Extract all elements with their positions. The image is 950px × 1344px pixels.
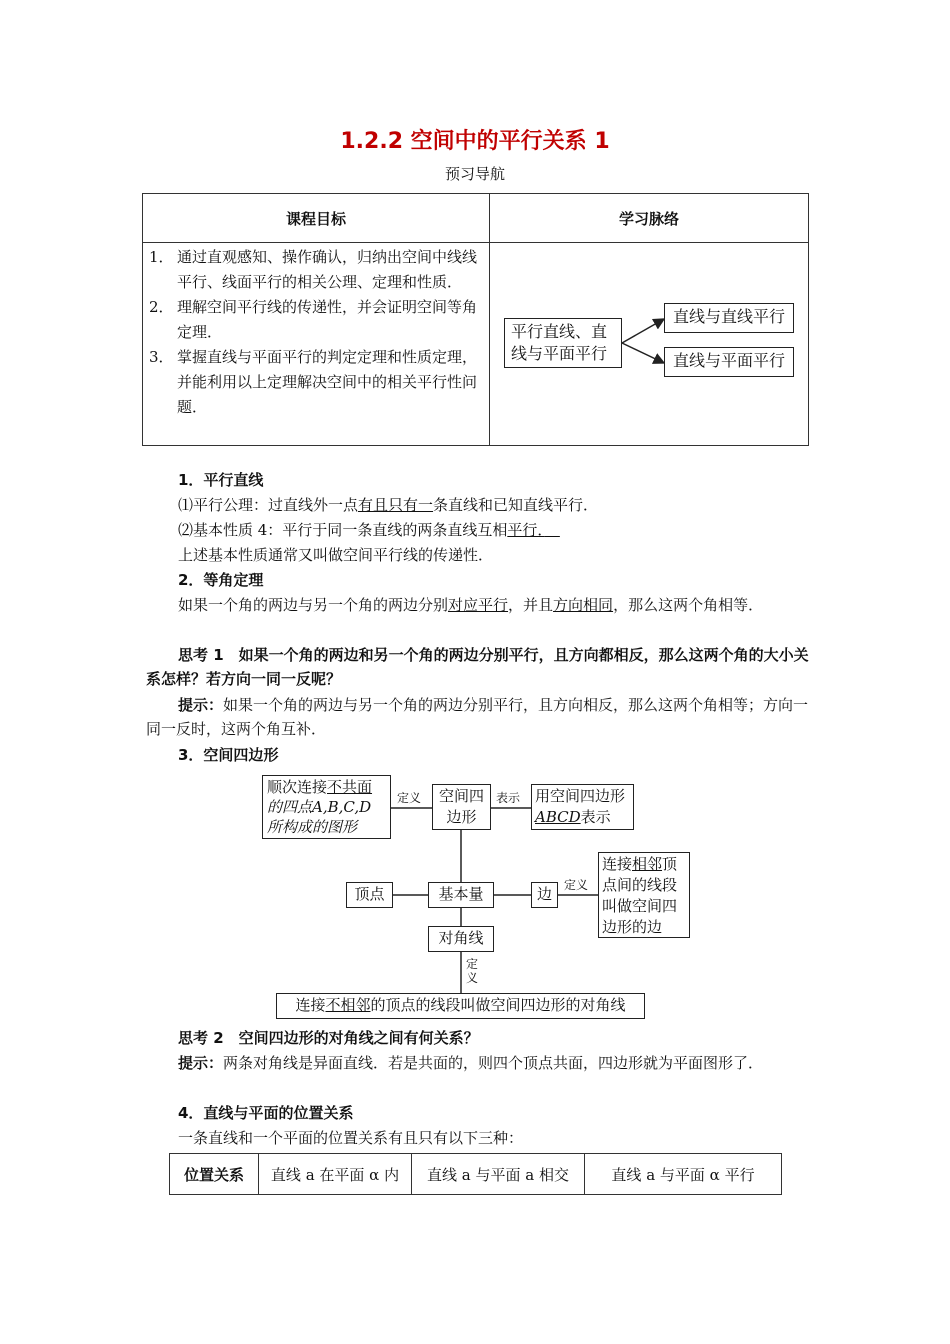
section-heading: 1．平行直线: [178, 471, 264, 489]
basic-property-4: ⑵基本性质 4：平行于同一条直线的两条直线互相平行．: [178, 521, 545, 539]
map-root-box: 平行直线、直线与平面平行: [504, 318, 622, 368]
positional-relation-header: 位置关系: [170, 1154, 259, 1195]
section-heading: 4．直线与平面的位置关系: [178, 1104, 354, 1122]
representation-box: 用空间四边形ABCD表示: [531, 784, 634, 830]
parallel-axiom: ⑴平行公理：过直线外一点有且只有一条直线和已知直线平行．: [178, 496, 599, 514]
edge-box: 边: [531, 882, 558, 908]
definition-box: 顺次连接不共面的四点A,B,C,D所构成的图形: [262, 775, 391, 839]
represent-label: 表示: [496, 791, 521, 805]
section-heading: 3．空间四边形: [178, 746, 279, 764]
goal-item: 2． 理解空间平行线的传递性，并会证明空间等角定理．: [149, 298, 478, 341]
diagonal-box: 对角线: [428, 926, 494, 952]
transitivity-note: 上述基本性质通常又叫做空间平行线的传递性．: [178, 546, 494, 564]
equal-angle-theorem: 如果一个角的两边与另一个角的两边分别对应平行，并且方向相同，那么这两个角相等．: [178, 596, 764, 614]
think-question-2: 思考 2 空间四边形的对角线之间有何关系？: [178, 1029, 479, 1047]
hint-1: 提示：如果一个角的两边与另一个角的两边分别平行，且方向相反，那么这两个角相等；方向一同一反时，这两个角互补．: [146, 696, 809, 738]
header-course-goals: 课程目标: [143, 194, 490, 243]
positional-relation-intro: 一条直线和一个平面的位置关系有且只有以下三种：: [178, 1129, 524, 1147]
vertex-box: 顶点: [346, 882, 393, 908]
map-branch-line-plane: 直线与平面平行: [664, 347, 794, 377]
header-learning-map: 学习脉络: [490, 194, 809, 243]
think-question-1: 思考 1 如果一个角的两边和另一个角的两边分别平行，且方向都相反，那么这两个角的大小关系怎样？若方向一同一反呢？: [146, 646, 809, 688]
define-label-3: 定 义: [466, 957, 479, 985]
basic-quantity-box: 基本量: [428, 882, 494, 908]
define-label: 定义: [397, 791, 422, 805]
section-heading: 2．等角定理: [178, 571, 264, 589]
relation-in-plane: 直线 a 在平面 α 内: [259, 1154, 412, 1195]
relation-intersect: 直线 a 与平面 a 相交: [412, 1154, 585, 1195]
space-quadrilateral-box: 空间四边形: [432, 784, 491, 830]
goal-item: 1． 通过直观感知、操作确认，归纳出空间中线线平行、线面平行的相关公理、定理和性质．: [149, 248, 478, 291]
goal-item: 3． 掌握直线与平面平行的判定定理和性质定理，并能利用以上定理解决空间中的相关平行性问题．: [149, 348, 478, 416]
map-branch-line-line: 直线与直线平行: [664, 303, 794, 333]
relation-parallel: 直线 a 与平面 α 平行: [585, 1154, 782, 1195]
hint-2: 提示：两条对角线是异面直线．若是共面的，则四个顶点共面，四边形就为平面图形了．: [178, 1054, 764, 1072]
diagonal-definition-box: 连接不相邻的顶点的线段叫做空间四边形的对角线: [276, 993, 645, 1019]
edge-definition-box: 连接相邻顶点间的线段叫做空间四边形的边: [598, 852, 690, 938]
positional-relation-table: [169, 1153, 782, 1195]
define-label-2: 定义: [564, 878, 589, 892]
page-subtitle: 预习导航: [444, 165, 505, 183]
page-title: 1.2.2 空间中的平行关系 1: [340, 129, 610, 154]
